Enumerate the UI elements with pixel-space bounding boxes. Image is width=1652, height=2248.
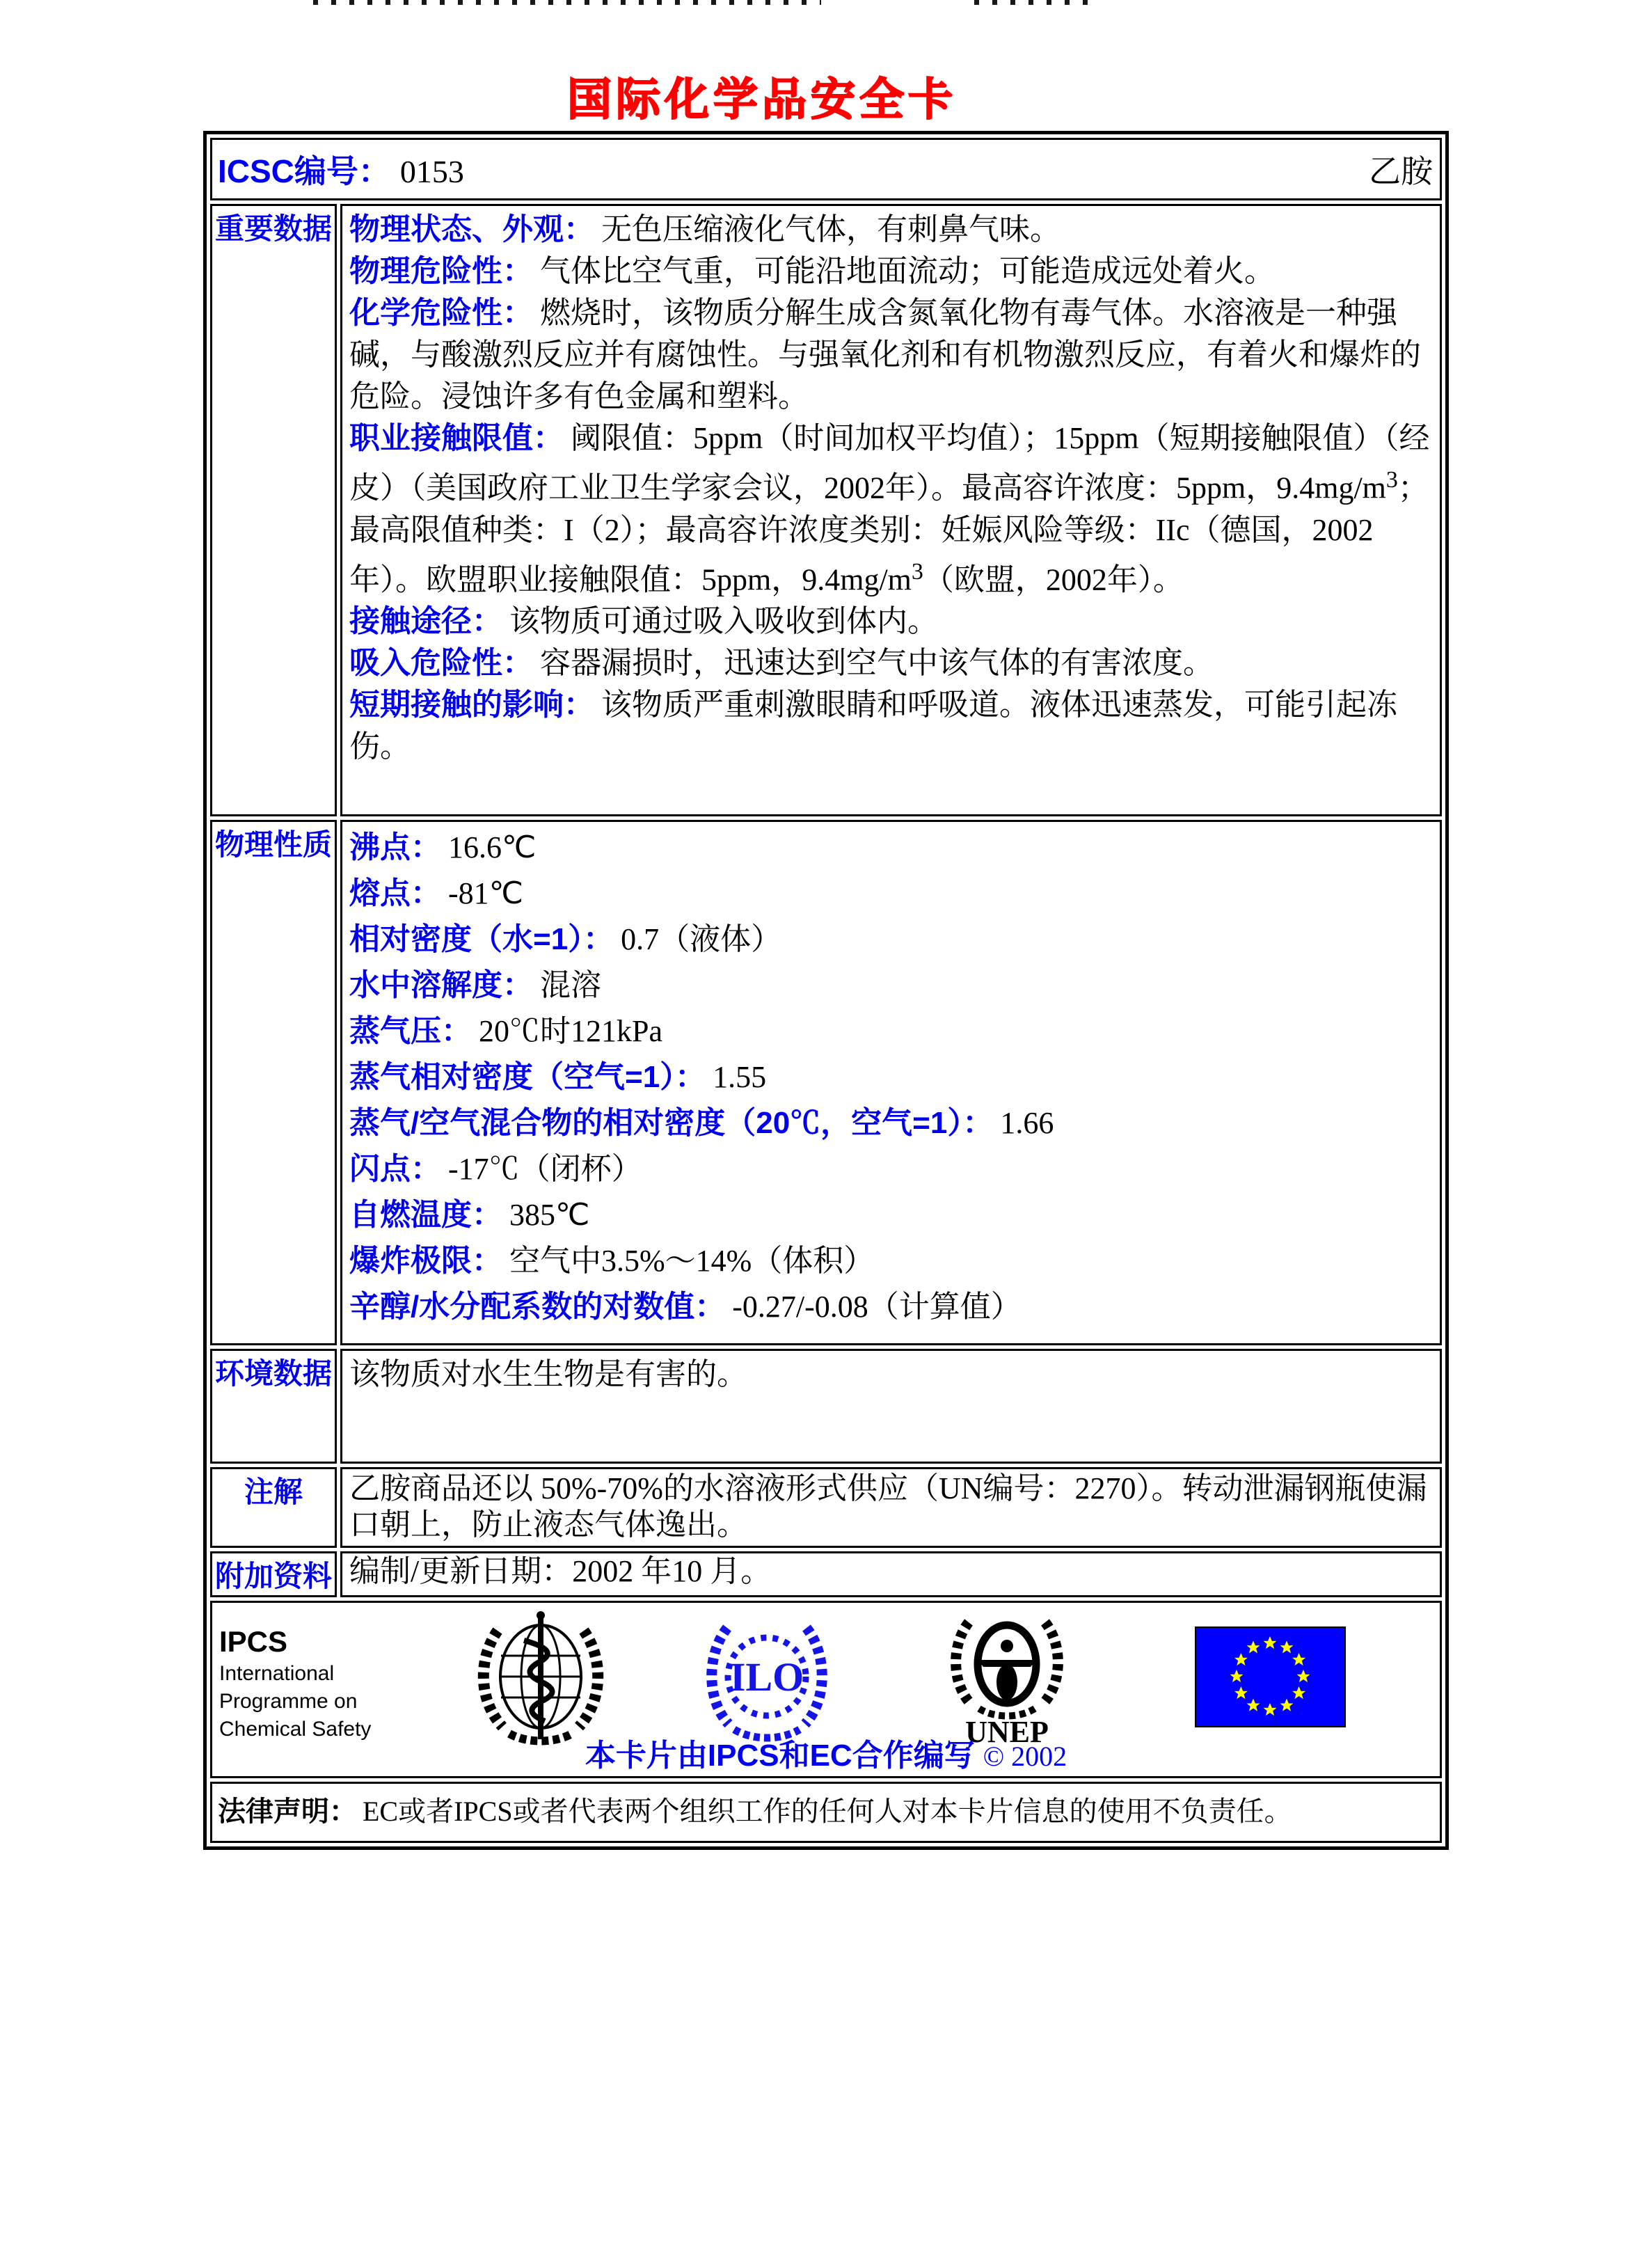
field-label: 闪点：: [349, 1152, 441, 1186]
field-text: 16.6℃: [448, 830, 537, 864]
field-label: 编制/更新日期：: [349, 1554, 573, 1588]
field-text: 20℃时121kPa: [479, 1014, 662, 1048]
section-label-physical: 物理性质: [210, 820, 337, 1345]
icsc-number-label: ICSC编号：: [218, 153, 390, 189]
safety-card-table: [203, 131, 1449, 1850]
field-label: 职业接触限值：: [349, 421, 564, 455]
environmental-data-content: [342, 1351, 1440, 1398]
section-label-notes: 注解: [210, 1467, 337, 1548]
clipped-header-text: [974, 0, 1099, 5]
clipped-header-text: [313, 0, 821, 5]
field-entry: [349, 209, 1433, 251]
field-text: 气体比空气重，可能沿地面流动；可能造成远处着火。: [540, 254, 1275, 288]
field-entry: [349, 871, 1433, 917]
field-entry: [349, 1284, 1433, 1330]
field-entry: [349, 251, 1433, 292]
field-text: 该物质可通过吸入吸收到体内。: [509, 604, 938, 639]
logos-cell: [210, 1601, 1442, 1778]
field-text: 阈限值：5ppm（时间加权平均值）；15ppm（短期接触限值）（经皮）（美国政府工业卫生学家会议，2002年）。最高容许浓度：5ppm，9.4mg/m: [349, 421, 1430, 505]
field-text: 容器漏损时，迅速达到空气中该气体的有害浓度。: [540, 646, 1214, 681]
ipcs-line: Chemical Safety: [219, 1718, 372, 1741]
field-label: 沸点：: [349, 830, 441, 864]
logos-row: [210, 1601, 1442, 1778]
field-text: 0.7（液体）: [621, 922, 782, 956]
field-label: 物理危险性：: [349, 254, 533, 288]
environmental-data-cell: [340, 1349, 1442, 1464]
field-label: 自燃温度：: [349, 1198, 502, 1232]
additional-info-row: [210, 1551, 1442, 1597]
eu-flag: [1195, 1626, 1346, 1731]
notes-row: [210, 1467, 1442, 1548]
important-data-content: [342, 206, 1440, 770]
notes-cell: [340, 1467, 1442, 1548]
ipcs-line: Programme on: [219, 1690, 358, 1713]
field-entry: [349, 1146, 1433, 1192]
notes-content: [342, 1469, 1440, 1546]
field-superscript: 3: [911, 558, 923, 585]
field-text: 该物质严重刺激眼睛和呼吸道。液体迅速蒸发，可能引起冻伤。: [349, 688, 1397, 764]
legal-statement: [212, 1784, 1440, 1828]
card-caption: [212, 1730, 1440, 1775]
section-label-important: 重要数据: [210, 204, 337, 816]
field-entry: [349, 292, 1433, 418]
svg-text:ILO: ILO: [729, 1654, 804, 1700]
field-entry: [349, 1008, 1433, 1054]
field-text: 混溶: [540, 968, 601, 1002]
important-data-row: [210, 204, 1442, 816]
caption-copyright: © 2002: [983, 1741, 1067, 1772]
additional-info-content: [342, 1553, 1440, 1591]
physical-properties-content: [342, 822, 1440, 1333]
field-entry: [349, 1555, 1433, 1588]
field-superscript: 3: [1385, 467, 1398, 493]
field-text: 燃烧时，该物质分解生成含氮氧化物有毒气体。水溶液是一种强碱，与酸激烈反应并有腐蚀性。与强氧化剂和有机物激烈反应，有着火和爆炸的危险。浸蚀许多有色金属和塑料。: [349, 296, 1421, 413]
ilo-logo: [701, 1613, 833, 1748]
field-text: 该物质对水生生物是有害的。: [349, 1357, 747, 1391]
field-label: 熔点：: [349, 876, 441, 910]
field-label: 相对密度（水=1）：: [349, 922, 614, 956]
field-entry: [349, 1054, 1433, 1100]
physical-properties-cell: [340, 820, 1442, 1345]
field-text: 无色压缩液化气体，有刺鼻气味。: [601, 212, 1061, 246]
field-text: ；最高限值种类：I（2）；最高容许浓度类别：妊娠风险等级：IIc（德国，2002年）。欧盟职业接触限值：5ppm，9.4mg/m: [349, 470, 1429, 597]
field-text: （欧盟，2002年）。: [923, 562, 1184, 597]
legal-row: [210, 1782, 1442, 1843]
field-label: 蒸气压：: [349, 1014, 472, 1048]
field-label: 物理状态、外观：: [349, 212, 594, 246]
field-entry: [349, 1100, 1433, 1146]
field-text: -81℃: [448, 876, 524, 910]
legal-text: EC或者IPCS或者代表两个组织工作的任何人对本卡片信息的使用不负责任。: [363, 1796, 1292, 1827]
field-entry: [349, 917, 1433, 963]
additional-info-cell: [340, 1551, 1442, 1597]
field-entry: [349, 1192, 1433, 1238]
important-data-cell: [340, 204, 1442, 816]
page-title: 国际化学品安全卡: [567, 74, 957, 125]
unep-text: UNEP: [965, 1715, 1049, 1749]
field-label: 化学危险性：: [349, 296, 533, 330]
environmental-data-row: [210, 1349, 1442, 1464]
field-label: 水中溶解度：: [349, 968, 533, 1002]
field-text: 1.66: [1000, 1106, 1054, 1140]
ipcs-acronym: IPCS: [219, 1625, 288, 1658]
physical-properties-row: [210, 820, 1442, 1345]
substance-name: 乙胺: [1369, 154, 1433, 189]
card-header-cell: [210, 138, 1442, 200]
field-entry: [349, 1471, 1433, 1543]
field-entry: [349, 825, 1433, 871]
section-label-additional: 附加资料: [210, 1551, 337, 1597]
legal-cell: [210, 1782, 1442, 1843]
field-entry: [349, 601, 1433, 642]
field-label: 蒸气/空气混合物的相对密度（20℃，空气=1）：: [349, 1106, 994, 1140]
field-label: 蒸气相对密度（空气=1）：: [349, 1060, 706, 1094]
field-label: 辛醇/水分配系数的对数值：: [349, 1290, 726, 1324]
field-entry: [349, 1238, 1433, 1284]
field-text: 乙胺商品还以 50%-70%的水溶液形式供应（UN编号：2270）。转动泄漏钢瓶使漏口朝上，防止液态气体逸出。: [349, 1471, 1427, 1542]
field-text: 1.55: [713, 1060, 767, 1094]
ipcs-text-block: [219, 1624, 371, 1743]
field-label: 接触途径：: [349, 604, 502, 639]
caption-text: 本卡片由IPCS和EC合作编写: [585, 1739, 975, 1773]
legal-label: 法律声明：: [218, 1796, 357, 1827]
field-entry: [349, 963, 1433, 1008]
field-label: 吸入危险性：: [349, 646, 533, 681]
ipcs-line: International: [219, 1662, 335, 1685]
field-text: -0.27/-0.08（计算值）: [732, 1290, 1022, 1324]
field-entry: [349, 684, 1433, 768]
field-text: -17℃（闭杯）: [448, 1152, 642, 1186]
field-entry: [349, 642, 1433, 684]
field-text: 空气中3.5%～14%（体积）: [509, 1244, 875, 1278]
card-header-row: [210, 138, 1442, 200]
field-entry: [349, 418, 1433, 601]
icsc-number-value: 0153: [399, 154, 464, 189]
field-label: 爆炸极限：: [349, 1244, 502, 1278]
field-label: 短期接触的影响：: [349, 688, 594, 722]
icsc-number: [218, 146, 464, 192]
field-text: 385℃: [509, 1198, 590, 1232]
field-entry: [349, 1354, 1433, 1395]
section-label-environment: 环境数据: [210, 1349, 337, 1464]
field-text: 2002 年10 月。: [572, 1554, 772, 1588]
